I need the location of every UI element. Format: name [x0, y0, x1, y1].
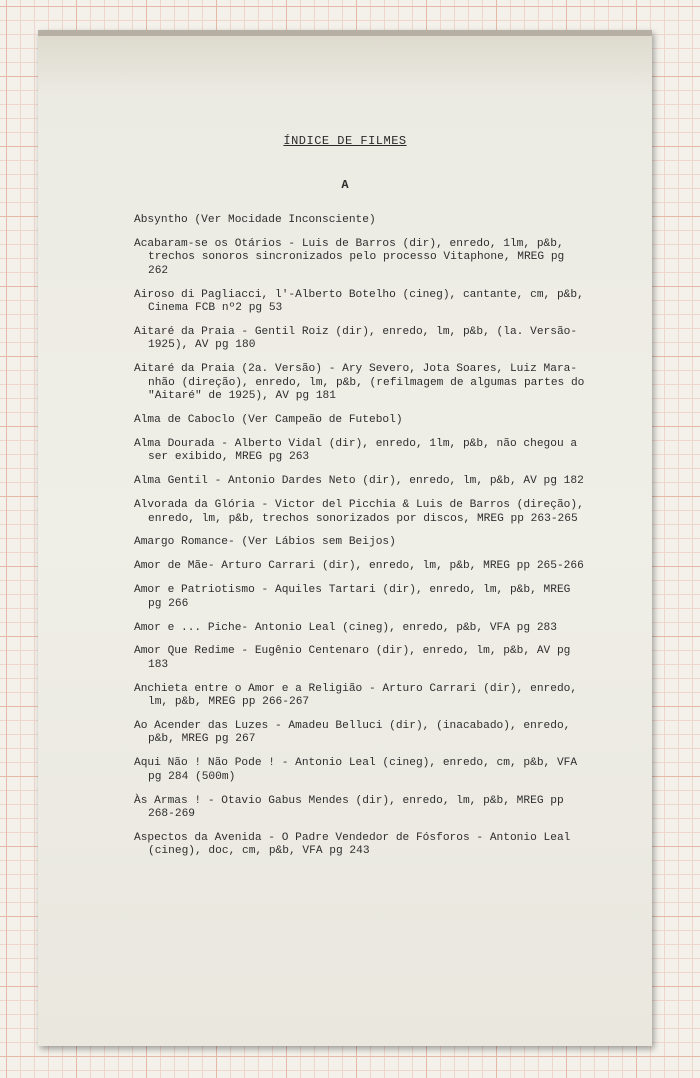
entry-first-line: Alma Dourada - Alberto Vidal (dir), enredo, 1lm, p&b, não chegou a: [134, 437, 578, 450]
entry-continuation-line: lm, p&b, MREG pp 266-267: [148, 696, 310, 709]
entry-first-line: Amor de Mãe- Arturo Carrari (dir), enredo, lm, p&b, MREG pp 265-266: [134, 560, 584, 573]
film-entry: [134, 584, 604, 611]
entry-first-line: Alma de Caboclo (Ver Campeão de Futebol): [134, 413, 403, 426]
entry-first-line: Absyntho (Ver Mocidade Inconsciente): [134, 214, 376, 226]
film-entry: [134, 326, 604, 353]
entry-first-line: Anchieta entre o Amor e a Religião - Arturo Carrari (dir), enredo,: [134, 682, 578, 695]
entry-first-line: Airoso di Pagliacci, l'-Alberto Botelho (cineg), cantante, cm, p&b,: [134, 288, 584, 301]
entry-first-line: Aspectos da Avenida - O Padre Vendedor de Fósforos - Antonio Leal: [134, 832, 571, 844]
entry-first-line: Às Armas ! - Otavio Gabus Mendes (dir), enredo, lm, p&b, MREG pp: [134, 794, 564, 807]
entry-continuation-line: 268-269: [148, 808, 195, 821]
film-entry: [134, 645, 604, 672]
entry-first-line: Amor e ... Piche- Antonio Leal (cineg), enredo, p&b, VFA pg 283: [134, 621, 557, 634]
entry-continuation-line: pg 266: [148, 597, 189, 610]
entry-continuation-line: pg 284 (500m): [148, 770, 236, 783]
entry-first-line: Ao Acender das Luzes - Amadeu Belluci (dir), (inacabado), enredo,: [134, 720, 571, 733]
entry-first-line: Aitaré da Praia (2a. Versão) - Ary Severo, Jota Soares, Luiz Mara-: [134, 363, 578, 376]
typewritten-page: [38, 30, 652, 1046]
entry-continuation-line: ser exibido, MREG pg 263: [148, 451, 310, 464]
entry-first-line: Acabaram-se os Otários - Luis de Barros (dir), enredo, 1lm, p&b,: [134, 237, 564, 250]
entry-first-line: Aqui Não ! Não Pode ! - Antonio Leal (cineg), enredo, cm, p&b, VFA: [134, 757, 578, 770]
entry-continuation-line: p&b, MREG pg 267: [148, 733, 256, 746]
page-title: ÍNDICE DE FILMES: [283, 134, 407, 148]
film-entry: [134, 832, 604, 859]
entry-continuation-line: 183: [148, 658, 169, 671]
film-entry: [134, 499, 604, 526]
film-entry: [134, 622, 604, 635]
entry-continuation-line: 262: [148, 264, 169, 277]
film-index-list: [134, 214, 604, 869]
entry-first-line: Aitaré da Praia - Gentil Roiz (dir), enredo, lm, p&b, (la. Versão-: [134, 325, 578, 338]
entry-continuation-line: (cineg), doc, cm, p&b, VFA pg 243: [148, 845, 370, 858]
entry-continuation-line: trechos sonoros sincronizados pelo processo Vitaphone, MREG pg: [148, 251, 565, 264]
film-entry: [134, 414, 604, 427]
film-entry: [134, 475, 604, 488]
entry-first-line: Amor e Patriotismo - Aquiles Tartari (dir), enredo, lm, p&b, MREG: [134, 584, 571, 597]
entry-first-line: Amargo Romance- (Ver Lábios sem Beijos): [134, 536, 396, 549]
film-entry: [134, 683, 604, 710]
film-entry: [134, 757, 604, 784]
film-entry: [134, 720, 604, 747]
entry-first-line: Alvorada da Glória - Victor del Picchia & Luis de Barros (direção),: [134, 499, 584, 512]
film-entry: [134, 289, 604, 316]
entry-continuation-line: nhão (direção), enredo, lm, p&b, (refilmagem de algumas partes do: [148, 376, 585, 389]
entry-first-line: Amor Que Redime - Eugênio Centenaro (dir), enredo, lm, p&b, AV pg: [134, 645, 571, 658]
film-entry: [134, 536, 604, 549]
film-entry: [134, 560, 604, 573]
entry-first-line: Alma Gentil - Antonio Dardes Neto (dir), enredo, lm, p&b, AV pg 182: [134, 475, 584, 488]
entry-continuation-line: 1925), AV pg 180: [148, 339, 256, 352]
entry-continuation-line: "Aitaré" de 1925), AV pg 181: [148, 390, 336, 403]
film-entry: [134, 214, 604, 227]
film-entry: [134, 795, 604, 822]
film-entry: [134, 438, 604, 465]
entry-continuation-line: enredo, lm, p&b, trechos sonorizados por discos, MREG pp 263-265: [148, 512, 578, 525]
entry-continuation-line: Cinema FCB nº2 pg 53: [148, 302, 283, 315]
section-letter: A: [341, 178, 349, 192]
film-entry: [134, 363, 604, 403]
film-entry: [134, 238, 604, 278]
